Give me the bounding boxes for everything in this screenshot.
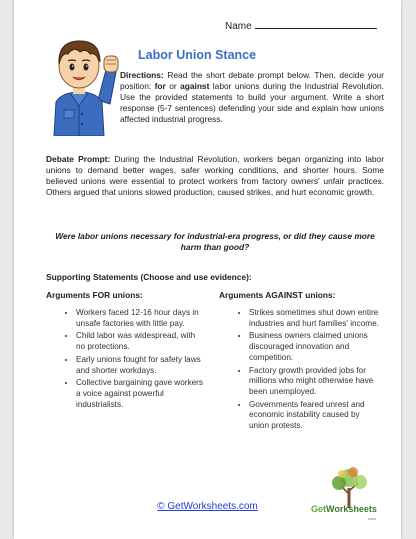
against-unions-heading: Arguments AGAINST unions:: [219, 290, 336, 300]
against-unions-column: [219, 290, 379, 434]
for-unions-column: [46, 290, 206, 412]
debate-prompt-paragraph: [46, 154, 384, 198]
directions-against: against: [180, 81, 210, 91]
list-item: • Governments feared unrest and economic instability caused by union protests.: [249, 400, 379, 432]
directions-for: for: [154, 81, 166, 91]
worksheet-page: [14, 0, 401, 539]
list-item: • Business owners claimed unions discouraged innovation and competition.: [249, 331, 379, 363]
list-item: • Factory growth provided jobs for millions who might otherwise have been unemployed.: [249, 366, 379, 398]
getworksheets-logo: [309, 464, 391, 528]
list-item: • Early unions fought for safety laws and shorter workdays.: [76, 355, 206, 376]
directions-text-2: labor unions during the Industrial Revolution. Use the provided statements to build your argument. Write a short response (5-7 sentences) defending your side and explain how unions affected industrial progress.: [120, 81, 384, 124]
worksheet-title: Labor Union Stance: [138, 48, 257, 62]
footer: [14, 501, 401, 512]
name-blank-line[interactable]: [255, 20, 377, 29]
directions-paragraph: [120, 70, 384, 125]
for-unions-heading: Arguments FOR unions:: [46, 290, 143, 300]
logo-worksheets: Worksheets: [326, 504, 377, 514]
name-label: Name: [225, 21, 252, 32]
logo-get: Get: [311, 504, 327, 514]
debate-question: Were labor unions necessary for industrial-era progress, or did they cause more harm than good?: [55, 231, 375, 252]
list-item: • Workers faced 12-16 hour days in unsafe factories with little pay.: [76, 308, 206, 329]
list-item: • Collective bargaining gave workers a voice against powerful industrialists.: [76, 378, 206, 410]
list-item: • Strikes sometimes shut down entire industries and hurt families' income.: [249, 308, 379, 329]
name-field[interactable]: [225, 20, 377, 32]
for-unions-list: [46, 308, 206, 410]
directions-or: or: [165, 81, 181, 91]
debate-prompt-label: Debate Prompt:: [46, 154, 111, 164]
debate-prompt-text: During the Industrial Revolution, workers began organizing into labor unions to demand better wages, safer working conditions, and shorter hours. Some believed unions were essential to protect workers from factory owners' unfair practices. Others argued that unions slowed production, caused strikes, and hurt economic growth.: [46, 154, 385, 197]
list-item: • Child labor was widespread, with no protections.: [76, 331, 206, 352]
against-unions-list: [219, 308, 379, 432]
directions-label: Directions:: [120, 70, 164, 80]
worker-illustration: [42, 30, 124, 136]
supporting-statements-heading: Supporting Statements (Choose and use evidence):: [46, 272, 252, 282]
copyright-link[interactable]: © GetWorksheets.com: [157, 501, 258, 512]
logo-domain: .com: [367, 516, 376, 521]
directions-text-1: Read the short debate prompt below. Then, decide your position:: [120, 70, 384, 91]
